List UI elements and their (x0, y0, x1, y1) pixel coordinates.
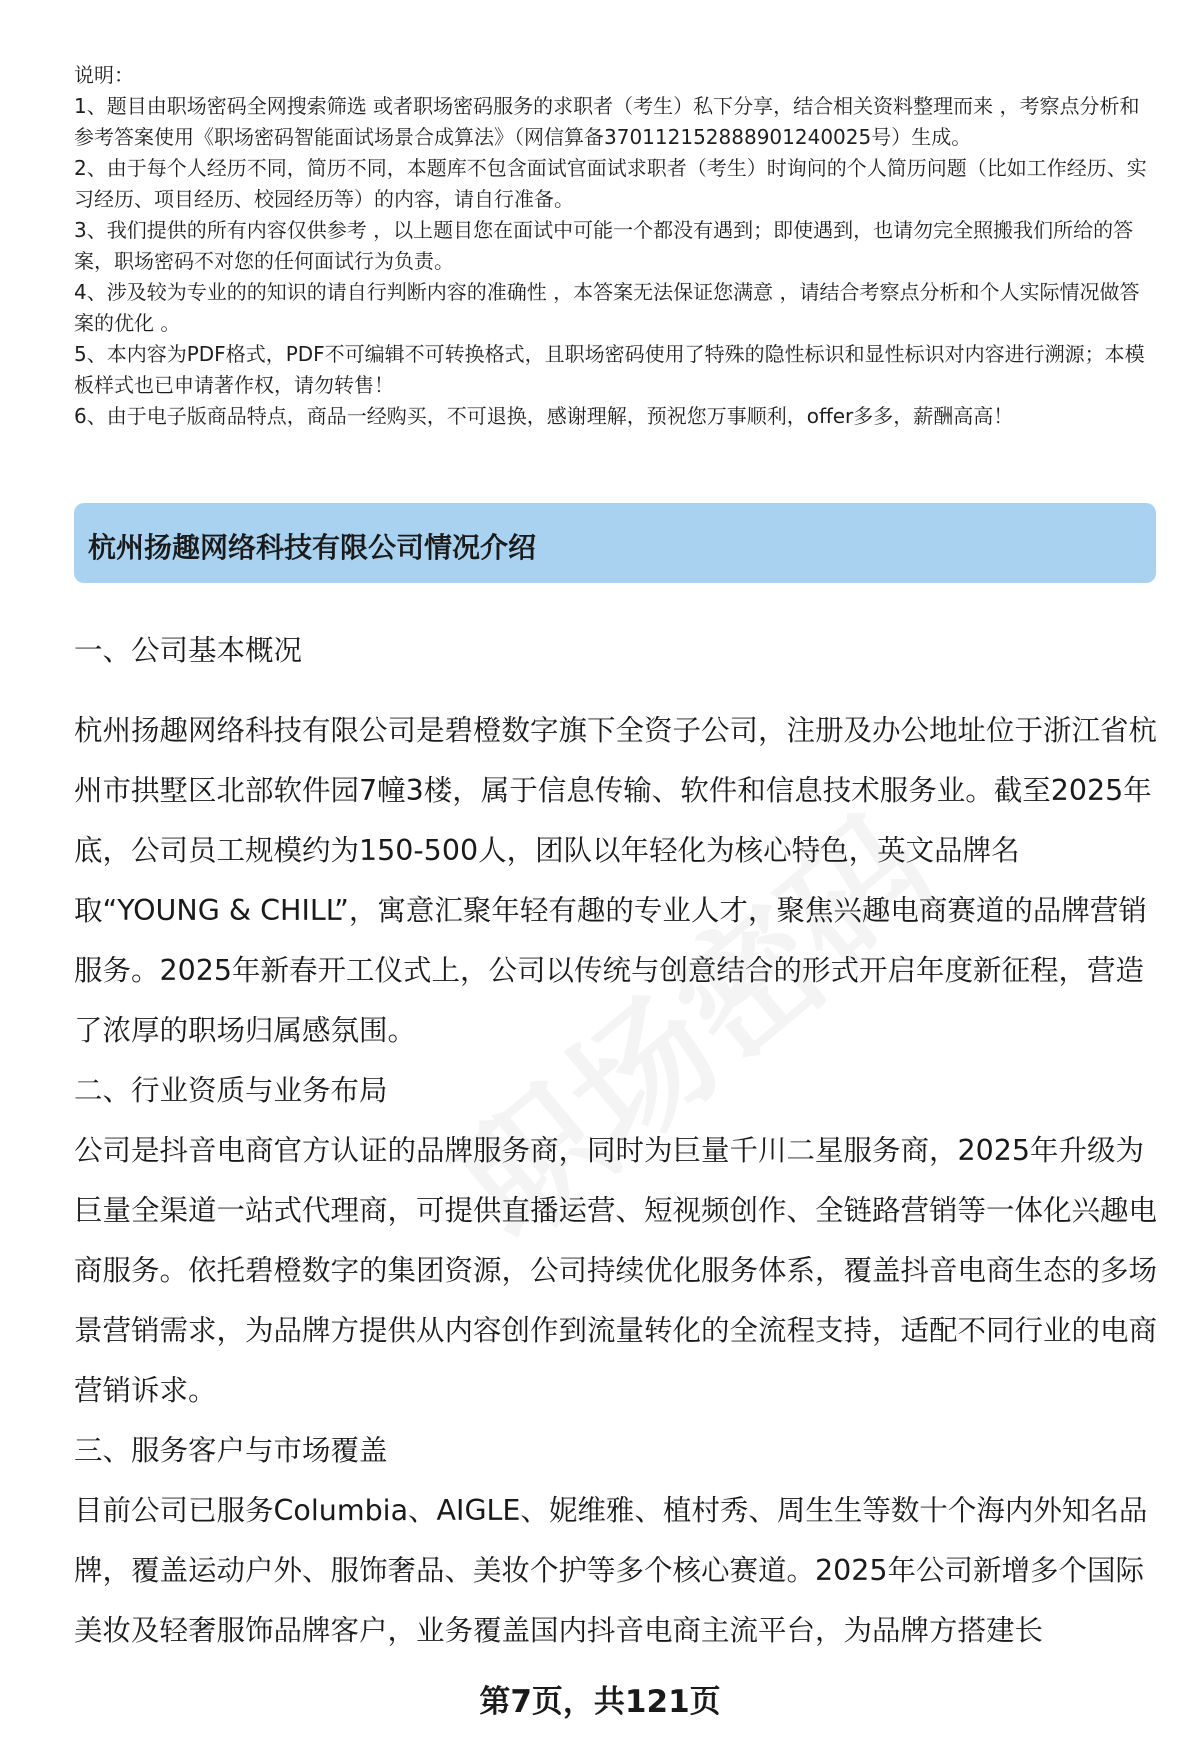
note-item-1: 1、题目由职场密码全网搜索筛选 或者职场密码服务的求职者（考生）私下分享，结合相关资料整理而来 ，考察点分析和参考答案使用《职场密码智能面试场景合成算法》（网信算备370112152888901240025号）生成。 (74, 94, 1140, 149)
banner-title: 杭州扬趣网络科技有限公司情况介绍 (88, 531, 537, 564)
notes-heading: 说明： (74, 63, 134, 87)
section-heading-qualification: 二、行业资质与业务布局 (74, 1074, 388, 1107)
page-number: 第7页，共121页 (479, 1684, 721, 1720)
section-text-clients: 目前公司已服务Columbia、AIGLE、妮维雅、植村秀、周生生等数十个海内外知名品牌，覆盖运动户外、服饰奢品、美妆个护等多个核心赛道。2025年公司新增多个国际美妆及轻奢服饰品牌客户，业务覆盖国内抖音电商主流平台，为品牌方搭建长 (74, 1494, 1148, 1647)
note-item-6: 6、由于电子版商品特点，商品一经购买，不可退换，感谢理解，预祝您万事顺利，offer多多，薪酬高高！ (74, 404, 1014, 428)
note-item-3: 3、我们提供的所有内容仅供参考 ，以上题目您在面试中可能一个都没有遇到；即使遇到，也请勿完全照搬我们所给的答案，职场密码不对您的任何面试行为负责。 (74, 218, 1134, 273)
section-heading-basic-overview: 一、公司基本概况 (74, 634, 303, 667)
note-item-4: 4、涉及较为专业的的知识的请自行判断内容的准确性 ，本答案无法保证您满意 ，请结合考察点分析和个人实际情况做答案的优化 。 (74, 280, 1140, 335)
section-text-qualification: 公司是抖音电商官方认证的品牌服务商，同时为巨量千川二星服务商，2025年升级为巨量全渠道一站式代理商，可提供直播运营、短视频创作、全链路营销等一体化兴趣电商服务。依托碧橙数字的集团资源，公司持续优化服务体系，覆盖抖音电商生态的多场景营销需求，为品牌方提供从内容创作到流量转化的全流程支持，适配不同行业的电商营销诉求。 (74, 1134, 1158, 1407)
note-item-5: 5、本内容为PDF格式，PDF不可编辑不可转换格式，且职场密码使用了特殊的隐性标识和显性标识对内容进行溯源；本模板样式也已申请著作权，请勿转售！ (74, 342, 1145, 397)
section-heading-clients: 三、服务客户与市场覆盖 (74, 1434, 388, 1467)
company-intro-body (74, 621, 1160, 1661)
section-text-basic-overview: 杭州扬趣网络科技有限公司是碧橙数字旗下全资子公司，注册及办公地址位于浙江省杭州市拱墅区北部软件园7幢3楼，属于信息传输、软件和信息技术服务业。截至2025年底，公司员工规模约为150-500人，团队以年轻化为核心特色，英文品牌名取“YOUNG & CHILL”，寓意汇聚年轻有趣的专业人才，聚焦兴趣电商赛道的品牌营销服务。2025年新春开工仪式上，公司以传统与创意结合的形式开启年度新征程，营造了浓厚的职场归属感氛围。 (74, 714, 1158, 1047)
note-item-2: 2、由于每个人经历不同，简历不同，本题库不包含面试官面试求职者（考生）时询问的个人简历问题（比如工作经历、实习经历、项目经历、校园经历等）的内容，请自行准备。 (74, 156, 1147, 211)
section-banner (74, 503, 1156, 583)
disclaimer-notes (74, 60, 1154, 432)
